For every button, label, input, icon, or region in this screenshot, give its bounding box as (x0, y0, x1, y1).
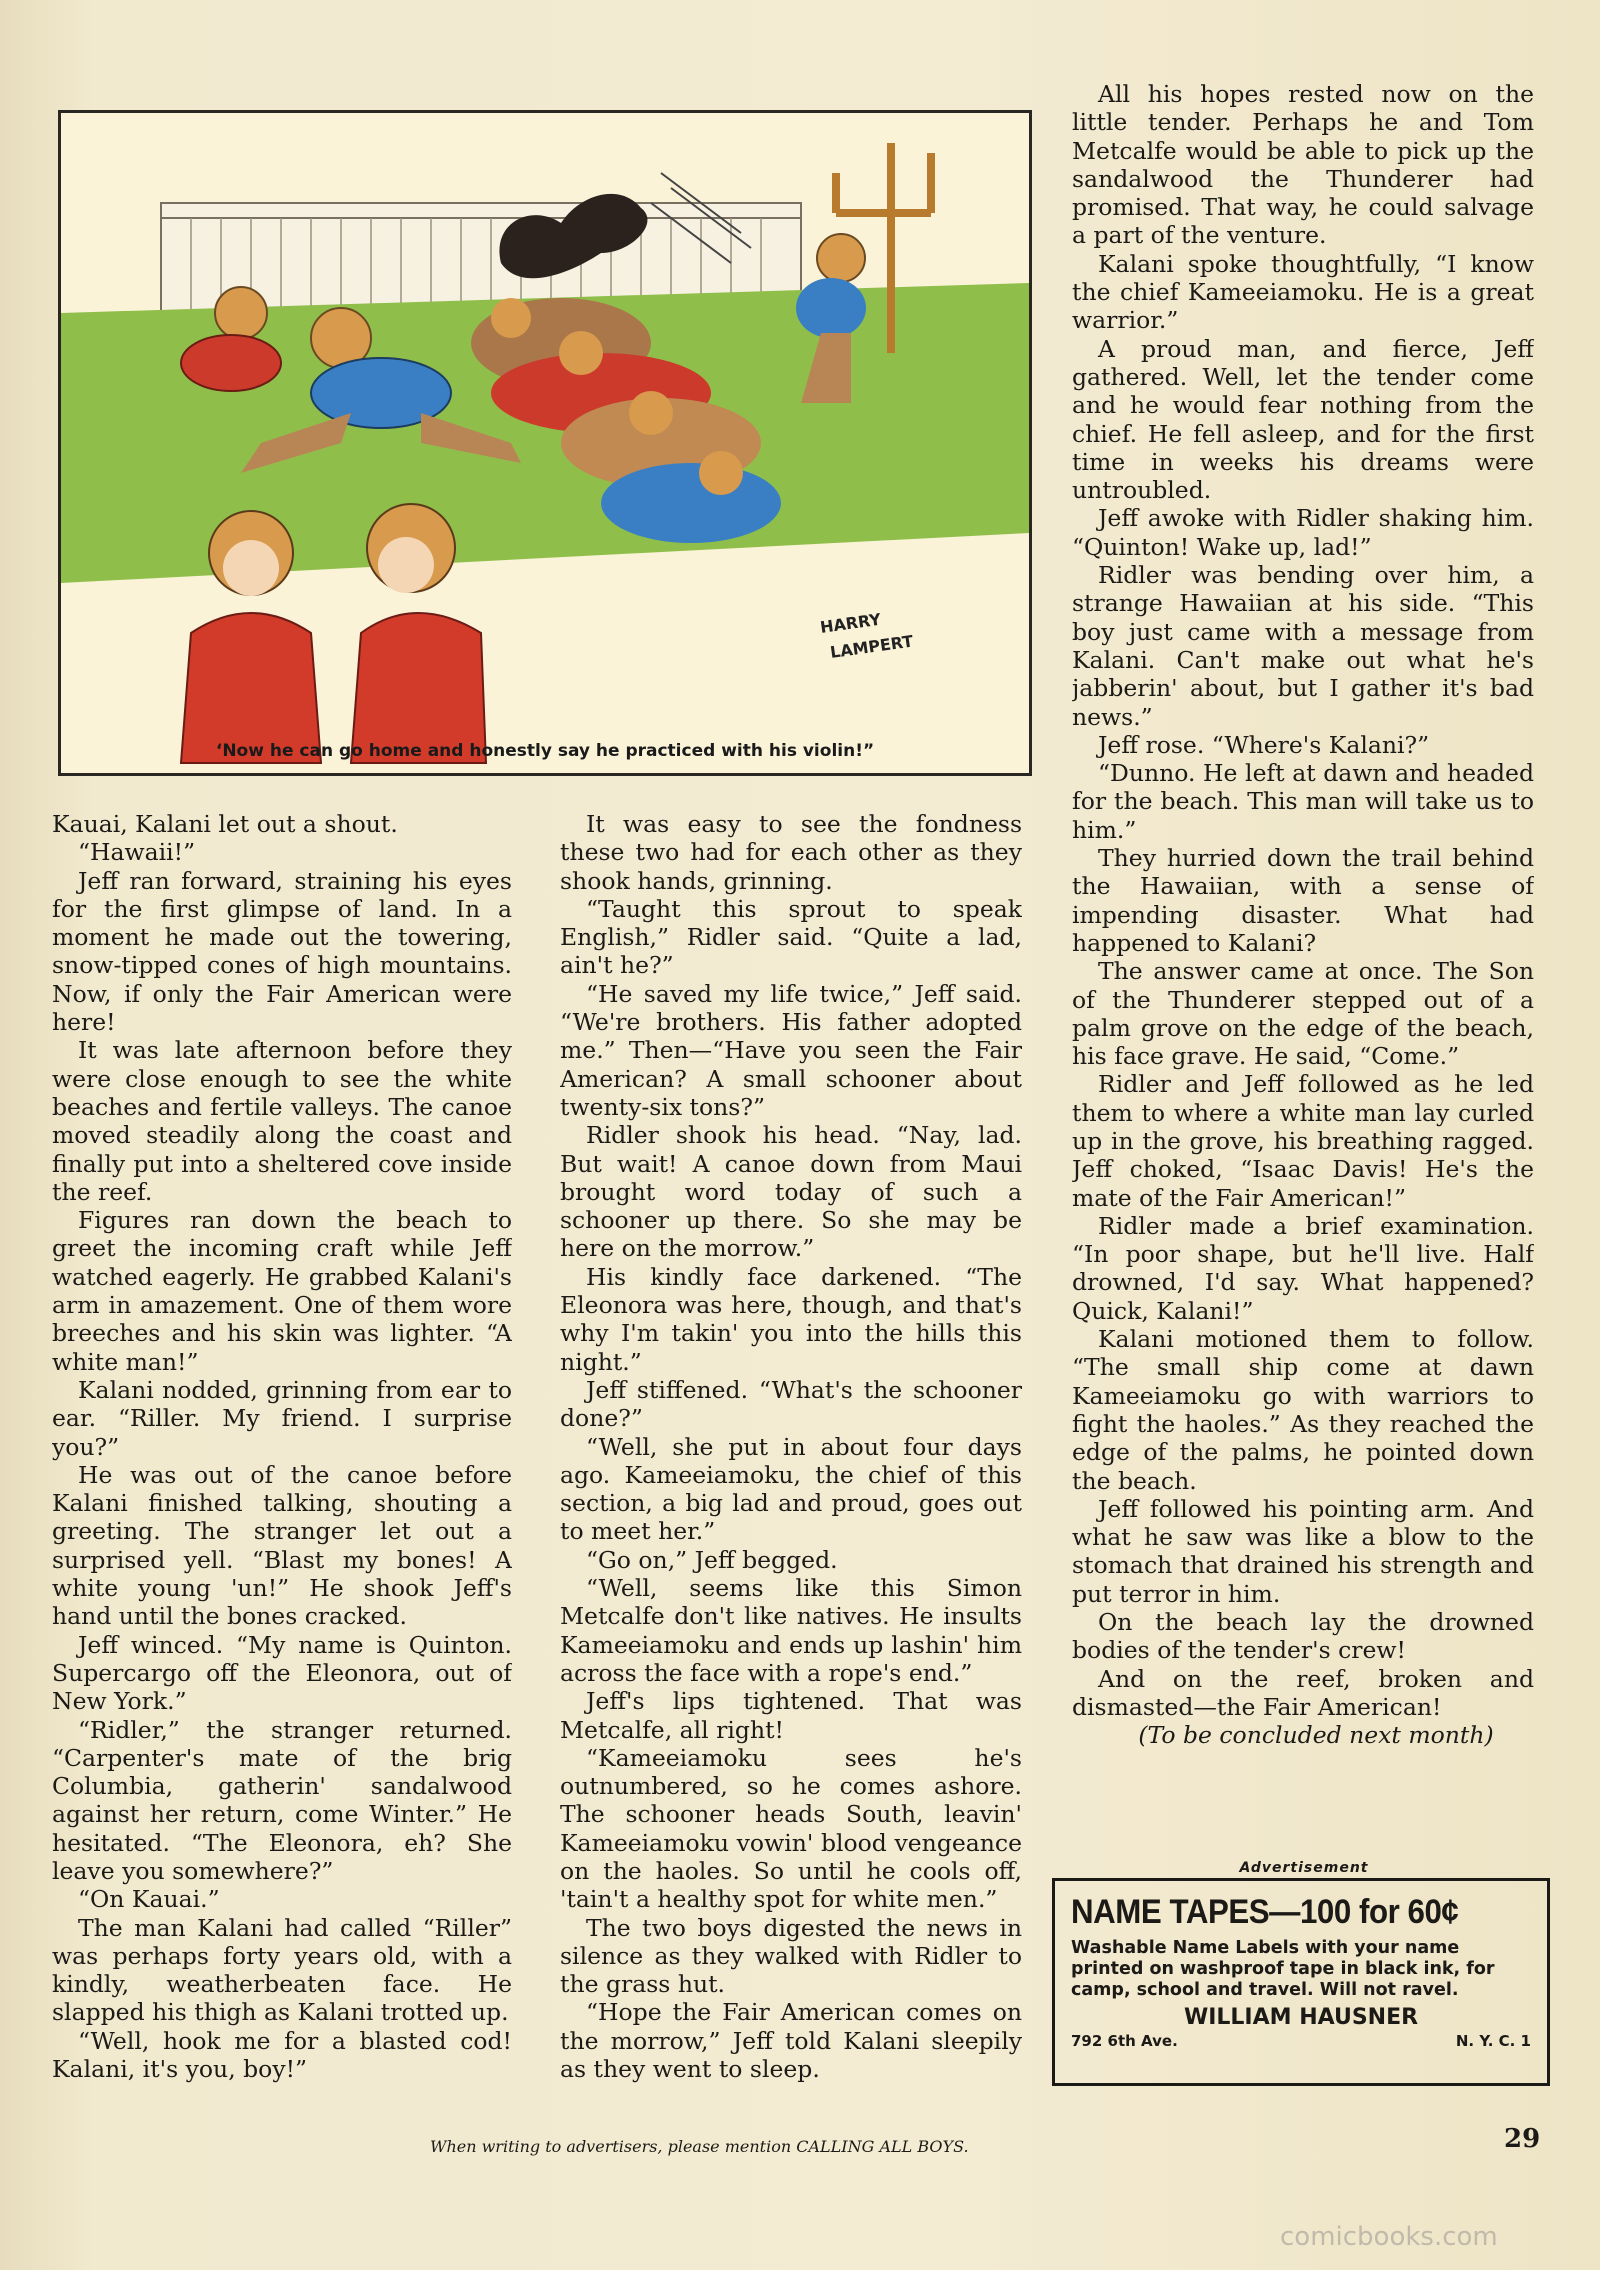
paragraph: On the beach lay the drowned bodies of the tender's crew! (1072, 1608, 1534, 1665)
paragraph: His kindly face darkened. “The Eleonora was here, though, and that's why I'm takin' you into the hills this night.” (560, 1262, 1022, 1376)
paragraph: Jeff's lips tightened. That was Metcalfe, all right! (560, 1687, 1022, 1744)
advertisement-label: Advertisement (1239, 1860, 1369, 1876)
cartoon-illustration (61, 113, 1029, 773)
story-column-middle (560, 810, 1022, 2110)
paragraph: “Well, hook me for a blasted cod! Kalani, it's you, boy!” (52, 2026, 512, 2084)
paragraph: Kalani spoke thoughtfully, “I know the chief Kameeiamoku. He is a great warrior.” (1072, 249, 1534, 335)
ad-city: N. Y. C. 1 (1455, 2032, 1531, 2050)
artist-signature: HARRY (818, 609, 883, 637)
paragraph: Ridler and Jeff followed as he led them to where a white man lay curled up in the grove, his breathing ragged. Jeff choked, “Isaac Davis! He's the mate of the Fair American!” (1072, 1070, 1534, 1212)
paragraph: Jeff winced. “My name is Quinton. Supercargo off the Eleonora, out of New York.” (52, 1630, 512, 1716)
name-tapes-advertisement (1052, 1878, 1550, 2086)
paragraph: Jeff awoke with Ridler shaking him. “Quinton! Wake up, lad!” (1072, 504, 1534, 561)
paragraph: “Hope the Fair American comes on the morrow,” Jeff told Kalani sleepily as they went to sleep. (560, 1998, 1022, 2084)
paragraph: They hurried down the trail behind the Hawaiian, with a sense of impending disaster. What had happened to Kalani? (1072, 844, 1534, 957)
paragraph: “Go on,” Jeff begged. (586, 1545, 838, 1574)
paragraph: “On Kauai.” (78, 1885, 220, 1914)
paragraph: The answer came at once. The Son of the Thunderer stepped out of a palm grove on the edge of the beach, his face grave. He said, “Come.” (1072, 957, 1534, 1071)
paragraph: “He saved my life twice,” Jeff said. “We're brothers. His father adopted me.” Then—“Have you seen the Fair American? A small schooner about twenty-six tons?” (560, 979, 1022, 1121)
ad-headline: NAME TAPES—100 for 60¢ (1071, 1893, 1459, 1931)
paragraph: Figures ran down the beach to greet the incoming craft while Jeff watched eagerly. He grabbed Kalani's arm in amazement. One of them wore breeches and his skin was lighter. “A white man!” (52, 1206, 512, 1376)
ad-address (1071, 2032, 1531, 2050)
paragraph: Jeff stiffened. “What's the schooner done?” (560, 1375, 1022, 1433)
continued-note: (To be concluded next month) (1138, 1721, 1494, 1750)
paragraph: The two boys digested the news in silence as they walked with Ridler to the grass hut. (560, 1913, 1022, 1999)
paragraph: It was late afternoon before they were close enough to see the white beaches and fertile valleys. The canoe moved steadily along the coast and finally put into a sheltered cove inside the reef. (52, 1036, 512, 1206)
page-number: 29 (1504, 2124, 1541, 2154)
paragraph: Kalani nodded, grinning from ear to ear. “Riller. My friend. I surprise you?” (52, 1375, 512, 1461)
ad-advertiser: WILLIAM HAUSNER (1183, 2005, 1419, 2030)
paragraph: Jeff followed his pointing arm. And what he saw was like a blow to the stomach that drained his strength and put terror in him. (1072, 1494, 1534, 1608)
paragraph: “Taught this sprout to speak English,” Ridler said. “Quite a lad, ain't he?” (560, 894, 1022, 980)
footer-note: When writing to advertisers, please mention CALLING ALL BOYS. (430, 2137, 969, 2156)
paragraph: And on the reef, broken and dismasted—the Fair American! (1072, 1664, 1534, 1721)
cartoon-panel (58, 110, 1032, 776)
paragraph: Ridler was bending over him, a strange Hawaiian at his side. “This boy just came with a message from Kalani. Can't make out what he's jabberin' about, but I gather it's bad news.” (1072, 561, 1534, 731)
paragraph: It was easy to see the fondness these two had for each other as they shook hands, grinning. (560, 810, 1022, 895)
story-column-left (52, 810, 512, 2110)
ad-body: Washable Name Labels with your name printed on washproof tape in black ink, for camp, school and travel. Will not ravel. (1071, 1938, 1495, 2000)
watermark: comicbooks.com (1280, 2222, 1498, 2252)
story-column-right (1072, 80, 1534, 1820)
paragraph: The man Kalani had called “Riller” was perhaps forty years old, with a kindly, weatherbeaten face. He slapped his thigh as Kalani trotted up. (52, 1913, 512, 2027)
cartoon-caption: ‘Now he can go home and honestly say he practiced with his violin!” (215, 741, 875, 761)
paragraph: “Kameeiamoku sees he's outnumbered, so he comes ashore. The schooner heads South, leavin' Kameeiamoku vowin' blood vengeance on the haoles. So until he cools off, 'tain't a healthy spot for white men.” (560, 1743, 1022, 1914)
paragraph: All his hopes rested now on the little tender. Perhaps he and Tom Metcalfe would be able to pick up the sandalwood the Thunderer had promised. That way, he could salvage a part of the venture. (1072, 80, 1534, 250)
paragraph: He was out of the canoe before Kalani finished talking, shouting a greeting. The stranger let out a surprised yell. “Blast my bones! A white young 'un!” He shook Jeff's hand until the bones cracked. (52, 1460, 512, 1631)
paragraph: “Well, she put in about four days ago. Kameeiamoku, the chief of this section, a big lad and proud, goes out to meet her.” (560, 1432, 1022, 1546)
paragraph: Jeff rose. “Where's Kalani?” (1098, 730, 1430, 759)
paragraph: Ridler shook his head. “Nay, lad. But wait! A canoe down from Maui brought word today of such a schooner up there. So she may be here on the morrow.” (560, 1121, 1022, 1263)
paragraph: Kauai, Kalani let out a shout. (52, 810, 398, 838)
paragraph: “Ridler,” the stranger returned. “Carpenter's mate of the brig Columbia, gatherin' sandalwood against her return, come Winter.” He hesitated. “The Eleonora, eh? She leave you somewhere?” (52, 1715, 512, 1885)
paragraph: Kalani motioned them to follow. “The small ship come at dawn Kameeiamoku go with warriors to fight the haoles.” As they reached the edge of the palms, he pointed down the beach. (1072, 1325, 1534, 1495)
paragraph: Jeff ran forward, straining his eyes for the first glimpse of land. In a moment he made out the towering, snow-tipped cones of high mountains. Now, if only the Fair American were here! (52, 866, 512, 1037)
ad-street: 792 6th Ave. (1071, 2032, 1178, 2050)
paragraph: “Hawaii!” (78, 838, 196, 867)
paragraph: “Dunno. He left at dawn and headed for the beach. This man will take us to him.” (1072, 759, 1534, 844)
svg-text:LAMPERT: LAMPERT (828, 631, 915, 662)
paragraph: “Well, seems like this Simon Metcalfe don't like natives. He insults Kameeiamoku and ends up lashin' him across the face with a rope's end.” (560, 1574, 1022, 1687)
paragraph: A proud man, and fierce, Jeff gathered. Well, let the tender come and he would fear nothing from the chief. He fell asleep, and for the first time in weeks his dreams were untroubled. (1072, 334, 1534, 505)
paragraph: Ridler made a brief examination. “In poor shape, but he'll live. Half drowned, I'd say. What happened? Quick, Kalani!” (1072, 1211, 1534, 1325)
